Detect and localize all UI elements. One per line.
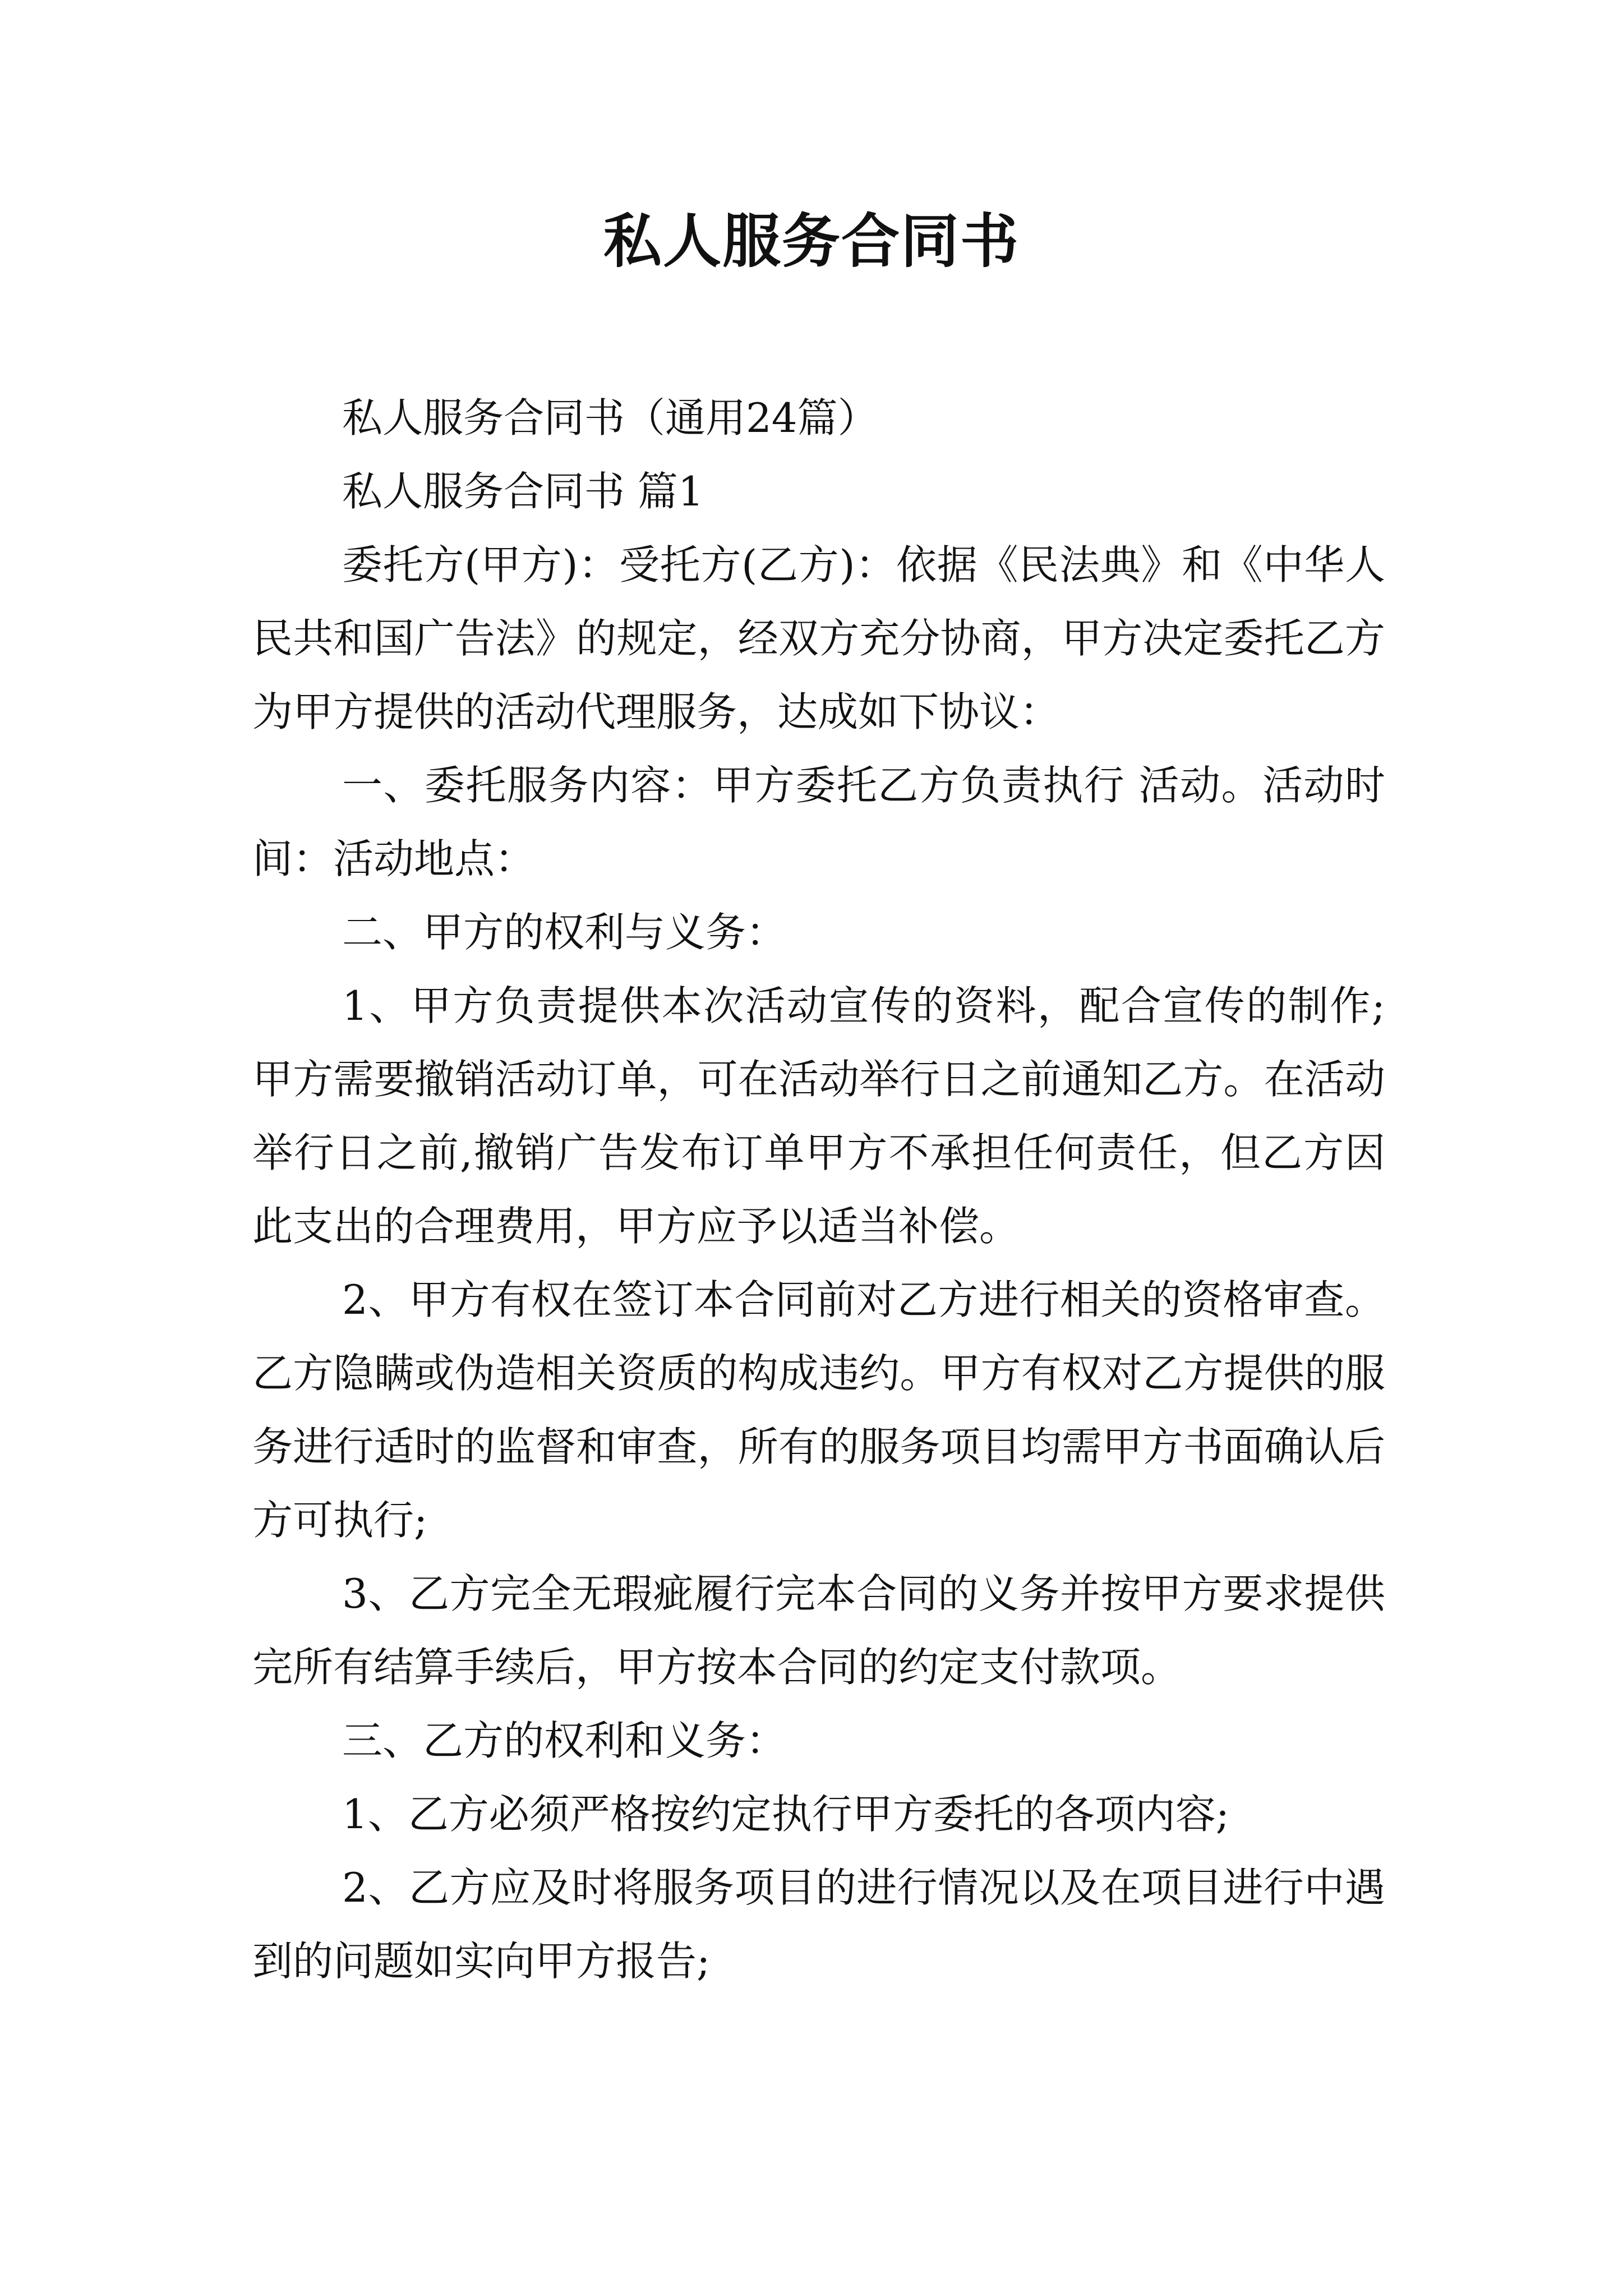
- document-body: [252, 381, 1385, 1998]
- paragraph-clause-2-2: 2、甲方有权在签订本合同前对乙方进行相关的资格审查。乙方隐瞒或伪造相关资质的构成违约。甲方有权对乙方提供的服务进行适时的监督和审查，所有的服务项目均需甲方书面确认后方可执行;: [252, 1276, 1385, 1544]
- paragraph-subtitle: 私人服务合同书（通用24篇）: [342, 394, 878, 441]
- paragraph-clause-3-2: 2、乙方应及时将服务项目的进行情况以及在项目进行中遇到的问题如实向甲方报告;: [252, 1864, 1385, 1985]
- paragraph-clause-2-heading: 二、甲方的权利与义务：: [342, 909, 787, 956]
- paragraph-section-heading: 私人服务合同书 篇1: [342, 468, 704, 515]
- paragraph-clause-1: 一、委托服务内容：甲方委托乙方负责执行 活动。活动时间：活动地点：: [252, 762, 1385, 882]
- document-title: 私人服务合同书: [603, 206, 1020, 275]
- paragraph-parties: 委托方(甲方)：受托方(乙方)：依据《民法典》和《中华人民共和国广告法》的规定，经双方充分协商，甲方决定委托乙方为甲方提供的活动代理服务，达成如下协议：: [252, 541, 1385, 735]
- paragraph-clause-3-1: 1、乙方必须严格按约定执行甲方委托的各项内容;: [342, 1791, 1230, 1838]
- paragraph-clause-3-heading: 三、乙方的权利和义务：: [342, 1717, 787, 1764]
- paragraph-clause-2-3: 3、乙方完全无瑕疵履行完本合同的义务并按甲方要求提供完所有结算手续后，甲方按本合同的约定支付款项。: [252, 1570, 1385, 1691]
- paragraph-clause-2-1: 1、甲方负责提供本次活动宣传的资料，配合宣传的制作;甲方需要撤销活动订单，可在活动举行日之前通知乙方。在活动举行日之前,撤销广告发布订单甲方不承担任何责任，但乙方因此支出的合理费用，甲方应予以适当补偿。: [252, 982, 1385, 1250]
